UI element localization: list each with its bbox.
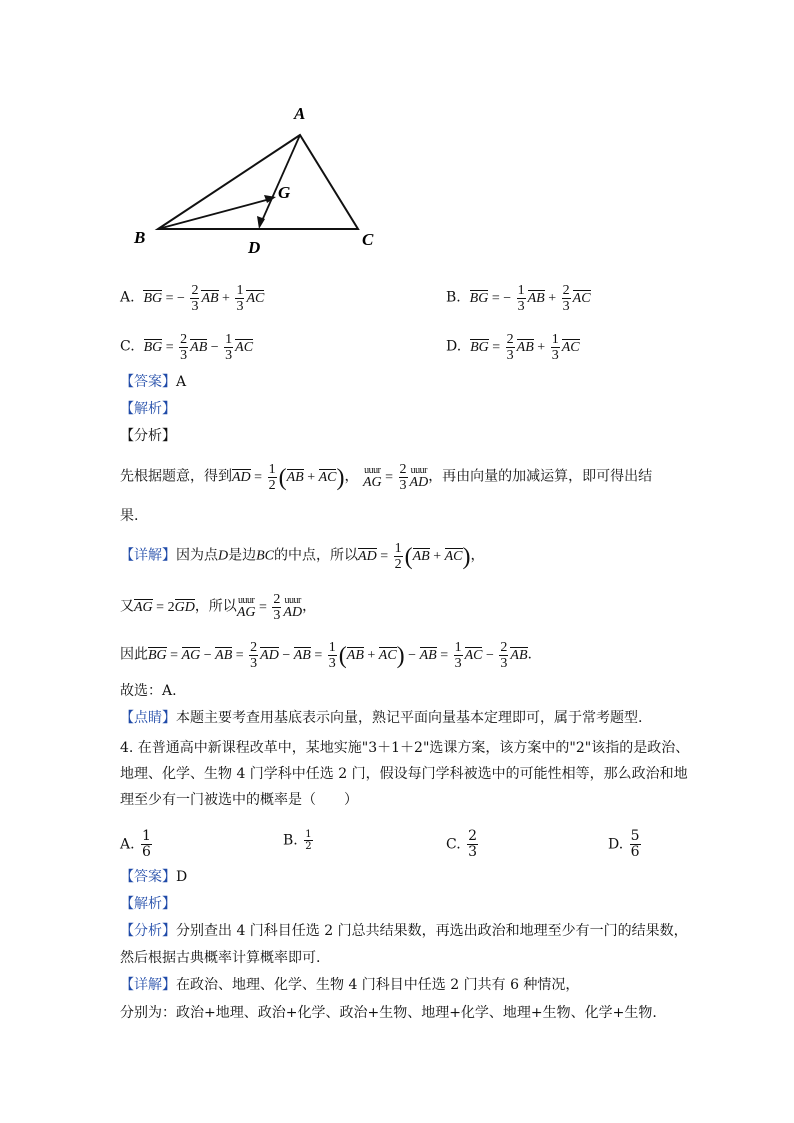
q4-option-d: D. $\frac{5}{6}$ — [608, 828, 640, 860]
q3-guxuan: 故选：A. — [120, 683, 177, 699]
q3-dianjing: 【点睛】本题主要考查用基底表示向量，熟记平面向量基本定理即可，属于常考题型. — [120, 710, 643, 726]
q3-option-a: A. BG = − $\frac{2}{3}$ AB + $\frac{1}{3}$ AC — [120, 283, 265, 314]
q4-option-b: B. $\frac{1}{2}$ — [283, 829, 312, 852]
q4-stem-line1: 4. 在普通高中新课程改革中，某地实施"3＋1＋2"选课方案，该方案中的"2"该指的是政治、 — [120, 740, 690, 756]
q3-option-d: D. BG = $\frac{2}{3}$ AB + $\frac{1}{3}$ AC — [446, 332, 580, 363]
q3-line-yinci: 因此BG = AG − AB = $\frac{2}{3}$ AD − AB = $\frac{1}{3}$ (AB + AC) − AB = $\frac{1}{3}$ AC − $\frac{2}{3}$ AB. — [120, 640, 532, 671]
q3-option-c: C. BG = $\frac{2}{3}$ AB − $\frac{1}{3}$ AC — [120, 332, 254, 363]
vector-bg — [158, 199, 270, 229]
q3-answer: 【答案】A — [120, 374, 187, 390]
q3-fenxi-text: 先根据题意，得到AD = $\frac{1}{2}$ (AB + AC)， uuur AG = $\frac{2}{3}$ uuur AD ，再由向量的加减运算，即可得出结 — [120, 462, 653, 493]
label-g: G — [278, 183, 291, 202]
triangle-abc — [158, 135, 358, 229]
label-a: A — [294, 104, 306, 123]
q4-xiangjie-line1: 【详解】在政治、地理、化学、生物 4 门科目中任选 2 门共有 6 种情况， — [120, 977, 580, 993]
triangle-figure — [120, 95, 400, 265]
label-d: D — [248, 238, 261, 257]
q4-option-a: A. $\frac{1}{6}$ — [120, 828, 151, 860]
q4-option-c: C. $\frac{2}{3}$ — [446, 828, 478, 860]
label-c: C — [362, 230, 374, 249]
q4-fenxi-line1: 【分析】分别查出 4 门科目任选 2 门总共结果数，再选出政治和地理至少有一门的结果数， — [120, 923, 688, 939]
q4-jiexi: 【解析】 — [120, 896, 176, 912]
label-b: B — [134, 228, 146, 247]
q4-stem-line2: 地理、化学、生物 4 门学科中任选 2 门，假设每门学科被选中的可能性相等，那么政治和地 — [120, 766, 688, 782]
q3-jiexi: 【解析】 — [120, 401, 176, 417]
q3-fenxi: 【分析】 — [120, 428, 176, 444]
q4-answer: 【答案】D — [120, 869, 188, 885]
q4-xiangjie-line2: 分别为：政治+地理、政治+化学、政治+生物、地理+化学、地理+生物、化学+生物. — [120, 1005, 657, 1021]
q4-fenxi-line2: 然后根据古典概率计算概率即可. — [120, 950, 321, 966]
q3-option-b: B. BG = − $\frac{1}{3}$ AB + $\frac{2}{3}$ AC — [446, 283, 591, 314]
q3-xiangjie: 【详解】因为点D是边BC的中点，所以AD = $\frac{1}{2}$ (AB + AC)， — [120, 541, 485, 572]
q4-stem-line3: 理至少有一门被选中的概率是（ ） — [120, 792, 358, 808]
q3-line-you: 又AG = 2GD，所以 uuur AG = $\frac{2}{3}$ uuur AD ， — [120, 592, 317, 623]
q3-fenxi-text-2: 果. — [120, 508, 139, 524]
